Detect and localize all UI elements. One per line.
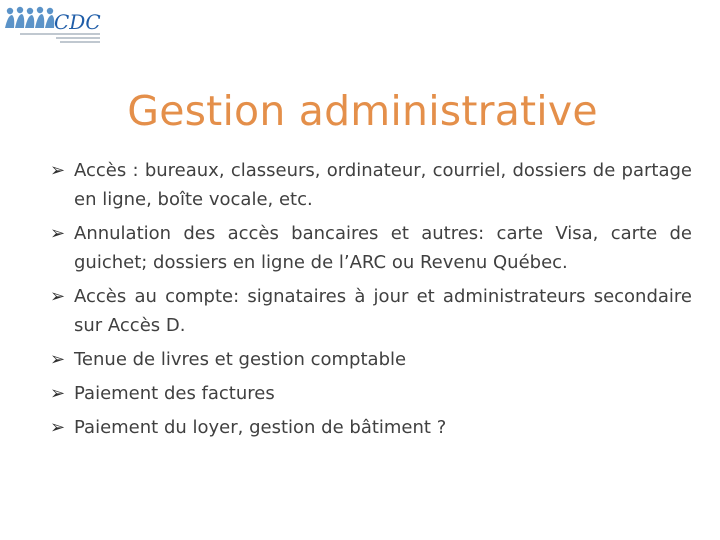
arrow-right-icon: ➢ <box>50 383 66 404</box>
people-figures-icon <box>5 7 54 28</box>
list-item <box>50 219 692 277</box>
list-item <box>50 345 692 374</box>
list-item <box>50 379 692 408</box>
bullet-text: Paiement du loyer, gestion de bâtiment ? <box>74 417 447 438</box>
logo-tagline-lines <box>20 34 100 42</box>
logo-wordmark: CDC <box>54 10 101 34</box>
arrow-right-icon: ➢ <box>50 417 66 438</box>
bullet-text: Accès au compte: signataires à jour et administrateurs secondaire sur Accès D. <box>74 286 692 336</box>
bullet-text: Tenue de livres et gestion comptable <box>74 349 407 370</box>
bullet-list <box>50 156 692 447</box>
bullet-text: Paiement des factures <box>74 383 275 404</box>
list-item <box>50 413 692 442</box>
arrow-right-icon: ➢ <box>50 286 66 307</box>
arrow-right-icon: ➢ <box>50 349 66 370</box>
arrow-right-icon: ➢ <box>50 160 66 181</box>
cdc-logo <box>2 2 114 46</box>
list-item <box>50 282 692 340</box>
bullet-text: Annulation des accès bancaires et autres: carte Visa, carte de guichet; dossiers en ligne de l’ARC ou Revenu Québec. <box>74 223 692 273</box>
cdc-logo-graphic <box>2 2 114 46</box>
list-item <box>50 156 692 214</box>
slide-title: Gestion administrative <box>127 87 598 136</box>
bullet-text: Accès : bureaux, classeurs, ordinateur, courriel, dossiers de partage en ligne, boîte vocale, etc. <box>74 160 692 210</box>
arrow-right-icon: ➢ <box>50 223 66 244</box>
